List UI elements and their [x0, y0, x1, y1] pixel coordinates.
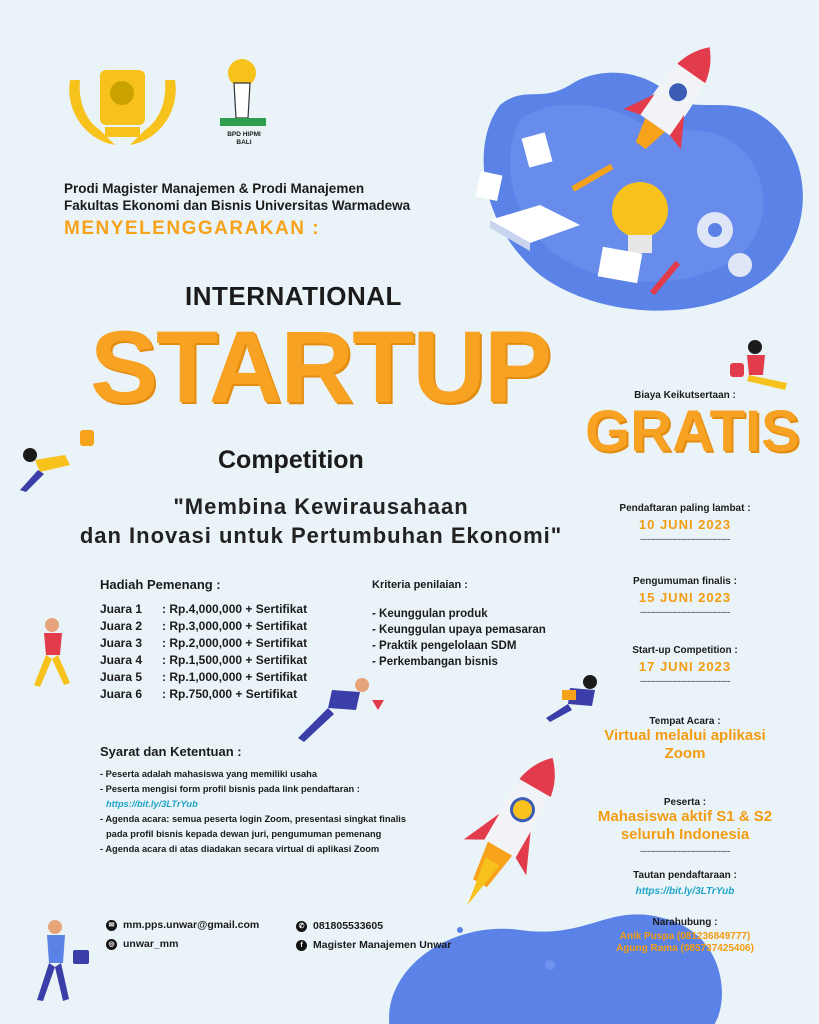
organizer-heading: MENYELENGGARAKAN :: [64, 218, 321, 239]
title-competition: Competition: [218, 446, 364, 474]
hipmi-label: [214, 131, 274, 147]
terms-item: pada profil bisnis kepada dewan juri, pengumuman pemenang: [106, 829, 382, 839]
finalist-label: Pengumuman finalis :: [633, 576, 737, 587]
participant-label: Peserta :: [663, 797, 707, 808]
instagram-text: unwar_mm: [123, 938, 179, 950]
email-icon: ✉: [106, 920, 117, 931]
facebook-text: Magister Manajemen Unwar: [313, 939, 452, 951]
prize-row: [100, 601, 307, 618]
prize-list: [100, 601, 307, 703]
prize-value: : Rp.3,000,000 + Sertifikat: [162, 619, 308, 633]
terms-item: - Peserta mengisi form profil bisnis pada link pendaftaran :: [100, 784, 360, 794]
email-contact[interactable]: [106, 919, 259, 931]
prize-value: : Rp.1,000,000 + Sertifikat: [162, 670, 308, 684]
tagline-line1: "Membina Kewirausahaan: [173, 494, 469, 519]
registration-date: 10 JUNI 2023: [638, 517, 732, 532]
rocket-illustration: [430, 25, 819, 320]
registration-link[interactable]: https://bit.ly/3LTrYub: [635, 886, 735, 897]
venue-label: Tempat Acara :: [649, 716, 721, 727]
prize-row: [100, 652, 307, 669]
terms-title: Syarat dan Ketentuan :: [100, 744, 242, 759]
terms-item: - Peserta adalah mahasiswa yang memiliki usaha: [100, 769, 318, 779]
criteria-item: - Keunggulan produk: [372, 608, 488, 620]
prize-value: : Rp.750,000 + Sertifikat: [162, 687, 298, 701]
whatsapp-icon: ✆: [296, 921, 307, 932]
terms-list: [100, 767, 470, 857]
terms-link[interactable]: https://bit.ly/3LTrYub: [106, 799, 198, 809]
participant-value-line2: seluruh Indonesia: [620, 826, 750, 843]
title-international: INTERNATIONAL: [185, 281, 402, 311]
tagline-line2: dan Inovasi untuk Pertumbuhan Ekonomi": [79, 523, 563, 548]
prize-row: [100, 618, 307, 635]
organizer-line1: Prodi Magister Manajemen & Prodi Manajemen: [64, 181, 365, 196]
unwar-logo: [60, 55, 185, 150]
divider: ------------------------------------: [640, 676, 730, 686]
prize-rank: Juara 6: [100, 687, 143, 701]
flying-person-icon: [10, 420, 100, 495]
fee-label: Biaya Keikutsertaan :: [634, 390, 736, 401]
competition-date: 17 JUNI 2023: [638, 659, 732, 674]
instagram-contact[interactable]: [106, 938, 178, 950]
event-info-column: [585, 390, 800, 955]
venue-value: Virtual melalui aplikasi Zoom: [604, 727, 766, 762]
contact-person-1: Anik Puspa (081236849777): [619, 931, 751, 942]
divider: ------------------------------------: [640, 607, 730, 617]
contact-person-2: Agung Rama (085737425406): [616, 943, 754, 954]
prize-value: : Rp.4,000,000 + Sertifikat: [162, 602, 308, 616]
facebook-contact[interactable]: [296, 939, 451, 951]
competition-label: Start-up Competition :: [632, 645, 738, 656]
criteria-item: - Praktik pengelolaan SDM: [372, 640, 517, 652]
hipmi-label-line2: BALI: [236, 139, 252, 146]
tagline: [36, 492, 606, 550]
sitting-person-icon: [725, 335, 800, 395]
criteria-title: Kriteria penilaian :: [372, 579, 468, 591]
participant-value-line1: Mahasiswa aktif S1 & S2: [597, 808, 773, 825]
finalist-date: 15 JUNI 2023: [638, 590, 732, 605]
walking-person-icon: [25, 915, 95, 1005]
terms-item: - Agenda acara: semua peserta login Zoom, presentasi singkat finalis: [100, 814, 407, 824]
divider: ------------------------------------: [640, 846, 730, 856]
prize-value: : Rp.1,500,000 + Sertifikat: [162, 653, 308, 667]
title-startup: STARTUP: [90, 310, 551, 424]
prize-title: Hadiah Pemenang :: [100, 577, 221, 592]
prize-rank: Juara 1: [100, 602, 143, 616]
organizer-text: [64, 180, 410, 214]
terms-item: - Agenda acara di atas diadakan secara virtual di aplikasi Zoom: [100, 844, 380, 854]
hipmi-label-line1: BPD HIPMI: [227, 131, 261, 138]
facebook-icon: f: [296, 940, 307, 951]
whatsapp-text: 081805533605: [313, 920, 384, 932]
prize-rank: Juara 3: [100, 636, 143, 650]
organizer-line2: Fakultas Ekonomi dan Bisnis Universitas Warmadewa: [64, 198, 411, 213]
prize-rank: Juara 2: [100, 619, 143, 633]
instagram-icon: ◎: [106, 939, 117, 950]
contact-label: Narahubung :: [652, 917, 718, 928]
divider: ------------------------------------: [640, 534, 730, 544]
prize-value: : Rp.2,000,000 + Sertifikat: [162, 636, 308, 650]
fee-value: GRATIS: [585, 399, 800, 464]
registration-label: Pendaftaran paling lambat :: [619, 503, 751, 514]
running-person-icon: [22, 615, 82, 690]
criteria-item: - Keunggulan upaya pemasaran: [372, 624, 546, 636]
criteria-item: - Perkembangan bisnis: [372, 656, 498, 668]
whatsapp-contact[interactable]: [296, 920, 383, 932]
prize-rank: Juara 4: [100, 653, 143, 667]
criteria-list: [372, 606, 546, 670]
prize-rank: Juara 5: [100, 670, 143, 684]
link-label: Tautan pendaftaraan :: [633, 870, 737, 881]
email-text: mm.pps.unwar@gmail.com: [123, 919, 260, 931]
prize-row: [100, 635, 307, 652]
prize-row: [100, 686, 307, 703]
prize-row: [100, 669, 307, 686]
